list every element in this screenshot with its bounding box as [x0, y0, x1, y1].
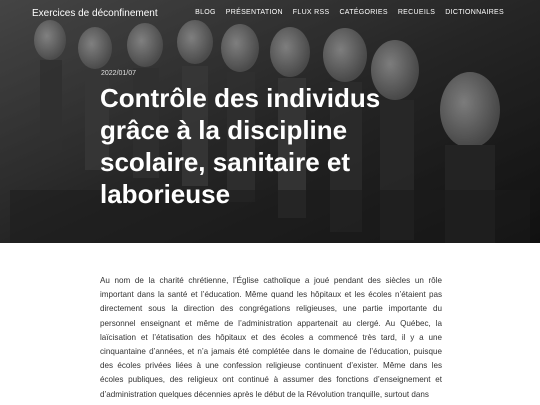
- main-nav: [195, 9, 504, 16]
- nav-item-dictionnaires[interactable]: DICTIONNAIRES: [445, 9, 504, 16]
- site-title-link[interactable]: Exercices de déconfinement: [32, 8, 158, 19]
- nav-item-presentation[interactable]: PRÉSENTATION: [225, 9, 283, 16]
- post-date: 2022/01/07: [101, 70, 137, 77]
- nav-item-blog[interactable]: BLOG: [195, 9, 216, 16]
- nav-item-categories[interactable]: CATÉGORIES: [339, 9, 388, 16]
- nav-item-recueils[interactable]: RECUEILS: [397, 9, 436, 16]
- nav-item-rss[interactable]: FLUX RSS: [292, 9, 330, 16]
- post-body-text: Au nom de la charité chrétienne, l’Église catholique a joué pendant des siècles un rôle important dans la santé et l’éducation. Même quand les hôpitaux et les écoles n’étaient pas directement sous la direction des congrégations religieuses, une partie importante du personnel enseignant et même de l’administration appartenait au clergé. Au Québec, la laïcisation et l’étatisation des hôpitaux et des écoles a commencé très tard, il y a une cinquantaine d’années, et n’a jamais été complétée dans le domaine de l’éducation, puisque des écoles privées liées à une confession religieuse continuent d’exister. Même dans les écoles publiques, des religieux ont continué à assumer des fonctions d’enseignement et d’administration quelques décennies après le début de la Révolution tranquille, surtout dans: [100, 276, 442, 399]
- post-title: Contrôle des individus grâce à la discipline scolaire, sanitaire et laborieuse: [100, 83, 381, 209]
